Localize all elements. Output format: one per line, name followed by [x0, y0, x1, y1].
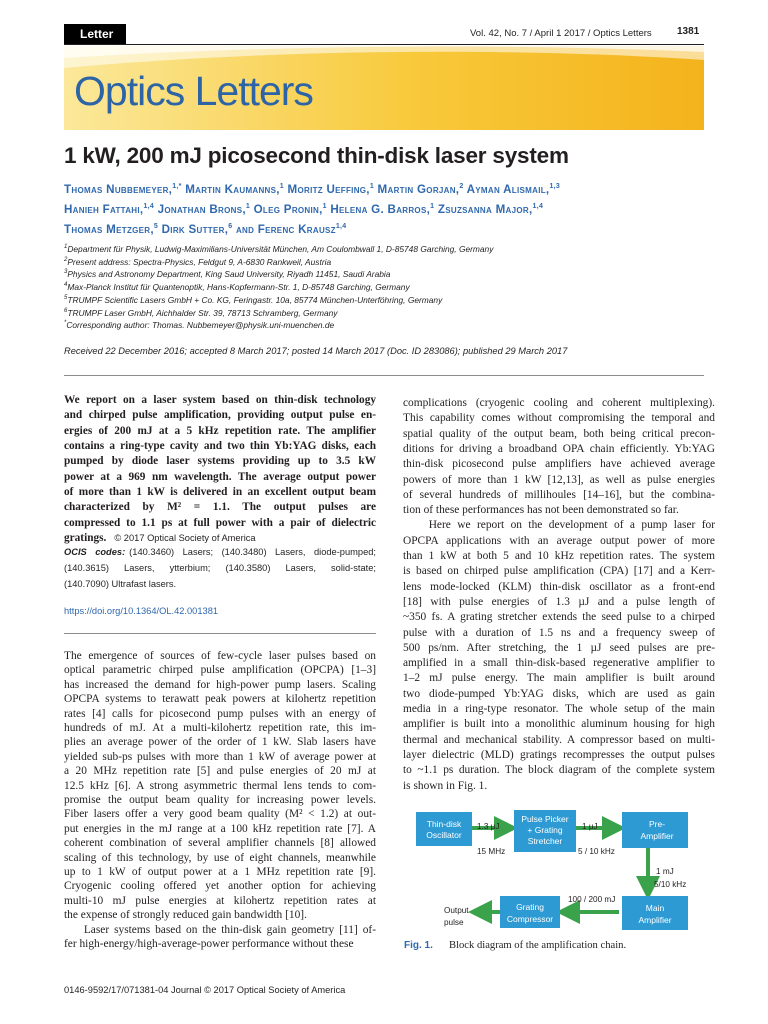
preamplifier-block — [622, 812, 688, 848]
author-name: Jonathan Brons, — [154, 203, 246, 216]
footer-copyright: 0146-9592/17/071381-04 Journal © 2017 Optical Society of America — [64, 985, 346, 995]
author-affiliation-mark: 1,4 — [335, 223, 347, 231]
author-affiliation-mark: 1,* — [172, 183, 182, 191]
body-text-line: amplifier is built into a monolithic aluminum housing for high — [403, 718, 715, 731]
osc-rate-label: 15 MHz — [477, 847, 506, 856]
author-affiliation-mark: 1 — [245, 203, 251, 211]
ocis-line — [64, 547, 376, 557]
body-text-line: scaling of this technology, by use of eight channels, meanwhile — [64, 851, 376, 864]
affiliation-mark: 1 — [64, 244, 68, 251]
oscillator-label-1: Thin-disk — [426, 819, 462, 829]
body-text-line: Here we report on the development of a pump laser for — [403, 519, 715, 532]
affiliation-text: Present address: Spectra-Physics, Feldgut 9, A-6830 Rankweil, Austria — [67, 256, 332, 267]
abstract-line — [64, 532, 376, 544]
body-text-line: pulse with a duration of 1.5 ns and a frequency sweep of — [403, 626, 715, 639]
body-text-line: powers of more than 1 kW [12,13], as well as pulse energies — [403, 473, 715, 486]
author-name: Hanieh Fattahi, — [64, 203, 144, 216]
compressor-label-1: Grating — [516, 902, 544, 912]
abstract-line: compressed to 1.1 ps at full power with a pair of dielectric — [64, 516, 376, 529]
body-text-line: fer high-energy/high-average-power performance without these — [64, 938, 354, 950]
affiliation — [64, 295, 442, 305]
body-text-line: ditions for driving a broadband OPA chain efficiently. Yb:YAG — [403, 442, 715, 455]
page-number: 1381 — [677, 26, 700, 37]
author-name: Oleg Pronin, — [250, 203, 323, 216]
output-label-1: Output — [444, 906, 469, 915]
abstract-line: power at a 969 nm wavelength. The average output power — [64, 470, 376, 483]
divider — [64, 375, 704, 376]
body-text-line: spatial quality of the output beam, both being critical precon- — [403, 427, 715, 440]
body-text-line: layer dielectric (MLD) gratings recompresses the output pulses — [403, 748, 715, 761]
author-affiliation-mark: 2 — [459, 183, 464, 191]
picker-label-1: Pulse Picker — [521, 814, 569, 824]
body-text-line: plies an average power of the order of 1 kW. Slab lasers have — [64, 736, 376, 749]
section-tag: Letter — [64, 24, 126, 45]
preamp-energy-label: 1 mJ — [656, 867, 674, 876]
affiliation-text: Max-Planck Institut für Quantenoptik, Hans-Kopfermann-Str. 1, D-85748 Garching, Germany — [67, 282, 410, 293]
body-text-line: amplified in a small thin-disk-based regenerative amplifier to — [403, 657, 715, 670]
author-affiliation-mark: 1 — [279, 183, 284, 191]
affiliation-mark: 6 — [64, 307, 68, 314]
header-rule — [64, 44, 704, 45]
abstract-line: contains a ring-type cavity and two thin Yb:YAG disks, each — [64, 440, 376, 453]
author-affiliation-mark: 5 — [153, 223, 159, 231]
picker-rate-label: 5 / 10 kHz — [578, 847, 615, 856]
author-name: and Ferenc Krausz — [232, 223, 336, 236]
body-text-line: 12.5 kHz [6]. A strong asymmetric thermal lens tends to com- — [64, 779, 376, 792]
body-text-line: The emergence of sources of few-cycle laser pulses based on — [64, 650, 376, 662]
affiliation-mark: 2 — [64, 256, 68, 263]
preamp-rate-label: 5/10 kHz — [654, 880, 687, 889]
body-text-line: Cryogenic cooling offered yet another option for achieving — [64, 880, 376, 893]
body-text-line: multi-10 mJ pulse energies at kilohertz repetition rates at — [64, 894, 376, 907]
affiliation — [64, 320, 334, 330]
figure-caption-label: Fig. 1. — [404, 940, 433, 951]
abstract-line: and chirped pulse amplification, providing output pulse en- — [64, 409, 376, 422]
oscillator-label-2: Oscillator — [426, 830, 462, 840]
preamp-label-2: Amplifier — [640, 831, 674, 841]
body-text-line: Fiber lasers offer a very good beam quality (M² < 1.2) at out- — [64, 808, 376, 821]
block-diagram — [404, 808, 714, 936]
osc-energy-label: 1.3 µJ — [477, 822, 500, 831]
output-label-2: pulse — [444, 918, 464, 927]
body-text-line: hundreds of mJ. At a multi-kilohertz repetition rate, this im- — [64, 722, 376, 734]
doi-link[interactable]: https://doi.org/10.1364/OL.42.001381 — [64, 606, 219, 616]
author-name: Dirk Sutter, — [158, 223, 229, 236]
affiliation-text: Corresponding author: Thomas. Nubbemeyer@physik.uni-muenchen.de — [66, 320, 335, 331]
body-text-line: lens mode-locked (KLM) thin-disk oscillator as a front-end — [403, 580, 715, 593]
author-name: Thomas Nubbemeyer, — [64, 183, 173, 196]
body-text-line: a 20 MHz repetition rate [5] and pulse energies of 20 mJ at — [64, 765, 376, 778]
affiliation-mark: 3 — [64, 269, 68, 276]
body-text-line: to ~1.1 ps duration. The block diagram of the complete system — [403, 764, 715, 777]
affiliation — [64, 282, 410, 292]
body-text-line: the expense of strongly reduced gain bandwidth [10]. — [64, 909, 307, 922]
abstract-line: characterized by M² = 1.1. The output pulses are — [64, 501, 376, 514]
affiliation — [64, 269, 390, 279]
affiliation-mark: 4 — [64, 282, 68, 289]
body-text-line: 500 ps/nm. After stretching, the 1 µJ seed pulses are pre- — [403, 641, 715, 654]
author-name: Helena G. Barros, — [326, 203, 431, 216]
body-text-line: thermal and mechanical stability. A compressor based on multi- — [403, 733, 715, 746]
affiliation-text: Physics and Astronomy Department, King Saud University, Riyadh 11451, Saudi Arabia — [67, 269, 391, 280]
body-text-line: tion of these performances has not been demonstrated so far. — [403, 504, 679, 517]
author-name: Zsuzsanna Major, — [434, 203, 533, 216]
body-text-line: complications (cryogenic cooling and coherent multiplexing). — [403, 397, 715, 409]
picker-energy-label: 1 µJ — [582, 822, 598, 831]
author-name: Martin Kaumanns, — [181, 183, 280, 196]
body-text-line: two diode-pumped Yb:YAG disks, which are used as gain — [403, 687, 715, 700]
body-text-line: coherent combination of several amplifier channels [8] allowed — [64, 837, 376, 850]
ocis-line: (140.7090) Ultrafast lasers. — [64, 579, 177, 589]
picker-label-2: + Grating — [527, 825, 563, 835]
main-label-2: Amplifier — [638, 915, 672, 925]
body-text-line: of several hundreds of millihoules [14–16], but the combina- — [403, 488, 715, 501]
author-affiliation-mark: 1 — [369, 183, 375, 191]
abstract-line: We report on a laser system based on thin-disk technology — [64, 394, 376, 406]
journal-banner — [64, 46, 704, 130]
author-affiliation-mark: 1,4 — [532, 203, 544, 211]
body-text-line: than 1 kW at both 5 and 10 kHz repetition rates. The system — [403, 550, 715, 562]
body-text-line: This capability comes without compromising the temporal and — [403, 412, 715, 425]
body-text-line: up to 1 kW of output power at a 1 MHz repetition rate [9]. — [64, 866, 376, 878]
author-line — [64, 203, 543, 216]
issue-info: Vol. 42, No. 7 / April 1 2017 / Optics Letters — [470, 28, 652, 39]
body-text-line: promise the output beam quality for increasing power levels. — [64, 794, 376, 806]
author-name: Ayman Alismail, — [463, 183, 550, 196]
affiliation — [64, 244, 493, 254]
oscillator-block — [416, 812, 472, 846]
body-text-line: ~350 fs. A grating stretcher extends the seed pulse to a chirped — [403, 611, 715, 624]
body-text-line: 1–2 mJ pulse energy. The main amplifier is built around — [403, 672, 715, 685]
copyright-notice: © 2017 Optical Society of America — [114, 533, 256, 544]
body-text-line: rates [4] calls for picosecond pump pulses with an energy of — [64, 707, 376, 720]
body-text-line: Laser systems based on the thin-disk gain geometry [11] of- — [64, 923, 376, 936]
author-affiliation-mark: 6 — [228, 223, 233, 231]
author-affiliation-mark: 1,3 — [549, 183, 561, 191]
author-name: Thomas Metzger, — [64, 223, 154, 236]
author-line — [64, 223, 347, 236]
abstract-line: pumped by diode laser systems providing up to 3.5 kW — [64, 455, 376, 468]
affiliation — [64, 308, 337, 318]
body-text-line: yielded sub-ps pulses with more than 1 kW of average power at — [64, 750, 376, 763]
abstract-last-line: gratings. — [64, 532, 107, 545]
body-text-line: is based on chirped pulse amplification (CPA) [17] and a Kerr- — [403, 565, 715, 578]
abstract-line: ergies of 200 mJ at a 5 kHz repetition rate. The amplifier — [64, 424, 376, 437]
body-text-line: media in a ring-type resonator. The whole setup of the main — [403, 703, 715, 715]
body-text-line: optical parametric chirped pulse amplification (OPCPA) [1–3] — [64, 664, 376, 677]
affiliation-mark: 5 — [64, 295, 68, 301]
body-text-line: is shown in Fig. 1. — [403, 779, 488, 792]
figure-caption-text: Block diagram of the amplification chain. — [449, 940, 627, 951]
picker-label-3: Stretcher — [527, 836, 563, 846]
author-name: Martin Gorjan, — [374, 183, 460, 196]
journal-title: Optics Letters — [74, 68, 313, 114]
body-text-line: OPCPA applications with an average output power of more — [403, 534, 715, 547]
author-affiliation-mark: 1 — [322, 203, 327, 211]
affiliation-mark: * — [64, 320, 67, 327]
body-text-line: has increased the demand for high-power pump lasers. Scaling — [64, 678, 376, 691]
author-line — [64, 183, 560, 196]
abstract-line: of more than 1 kW is delivered in an excellent output beam — [64, 486, 376, 499]
affiliation-text: Department für Physik, Ludwig-Maximilians-Universität München, Am Coulombwall 1, D-85748 Garching, Germany — [67, 244, 494, 254]
affiliation-text: TRUMPF Scientific Lasers GmbH + Co. KG, Feringastr. 10a, 85774 München-Unterföhring, Germany — [67, 294, 443, 305]
ocis-label: OCIS codes: — [64, 547, 126, 557]
affiliation — [64, 257, 331, 267]
ocis-codes-text: (140.3460) Lasers; (140.3480) Lasers, diode-pumped; — [129, 547, 376, 557]
author-affiliation-mark: 1 — [430, 203, 435, 211]
main-label-1: Main — [645, 903, 665, 913]
affiliation-text: TRUMPF Laser GmbH, Aichhalder Str. 39, 78713 Schramberg, Germany — [67, 307, 338, 318]
body-text-line: OPCPA systems to terawatt peak powers at kilohertz repetition — [64, 693, 376, 706]
compressor-label-2: Compressor — [506, 914, 554, 924]
received-dates: Received 22 December 2016; accepted 8 March 2017; posted 14 March 2017 (Doc. ID 283086); published 29 March 2017 — [64, 346, 568, 356]
article-title: 1 kW, 200 mJ picosecond thin-disk laser system — [64, 143, 569, 168]
main-energy-label: 100 / 200 mJ — [568, 895, 616, 904]
body-text-line: put energies in the mJ range at a 100 kHz repetition rate [7]. A — [64, 822, 376, 835]
body-text-line: [18] with pulse energies of 1.3 µJ and a pulse length of — [403, 595, 715, 608]
body-text-line: thin-disk picosecond pulse amplifiers have achieved average — [403, 458, 715, 471]
author-name: Moritz Ueffing, — [284, 183, 370, 196]
preamp-label-1: Pre- — [648, 819, 666, 829]
ocis-line: (140.3615) Lasers, ytterbium; (140.3580) Lasers, solid-state; — [64, 563, 376, 573]
author-affiliation-mark: 1,4 — [143, 203, 155, 211]
abstract-divider — [64, 633, 376, 634]
